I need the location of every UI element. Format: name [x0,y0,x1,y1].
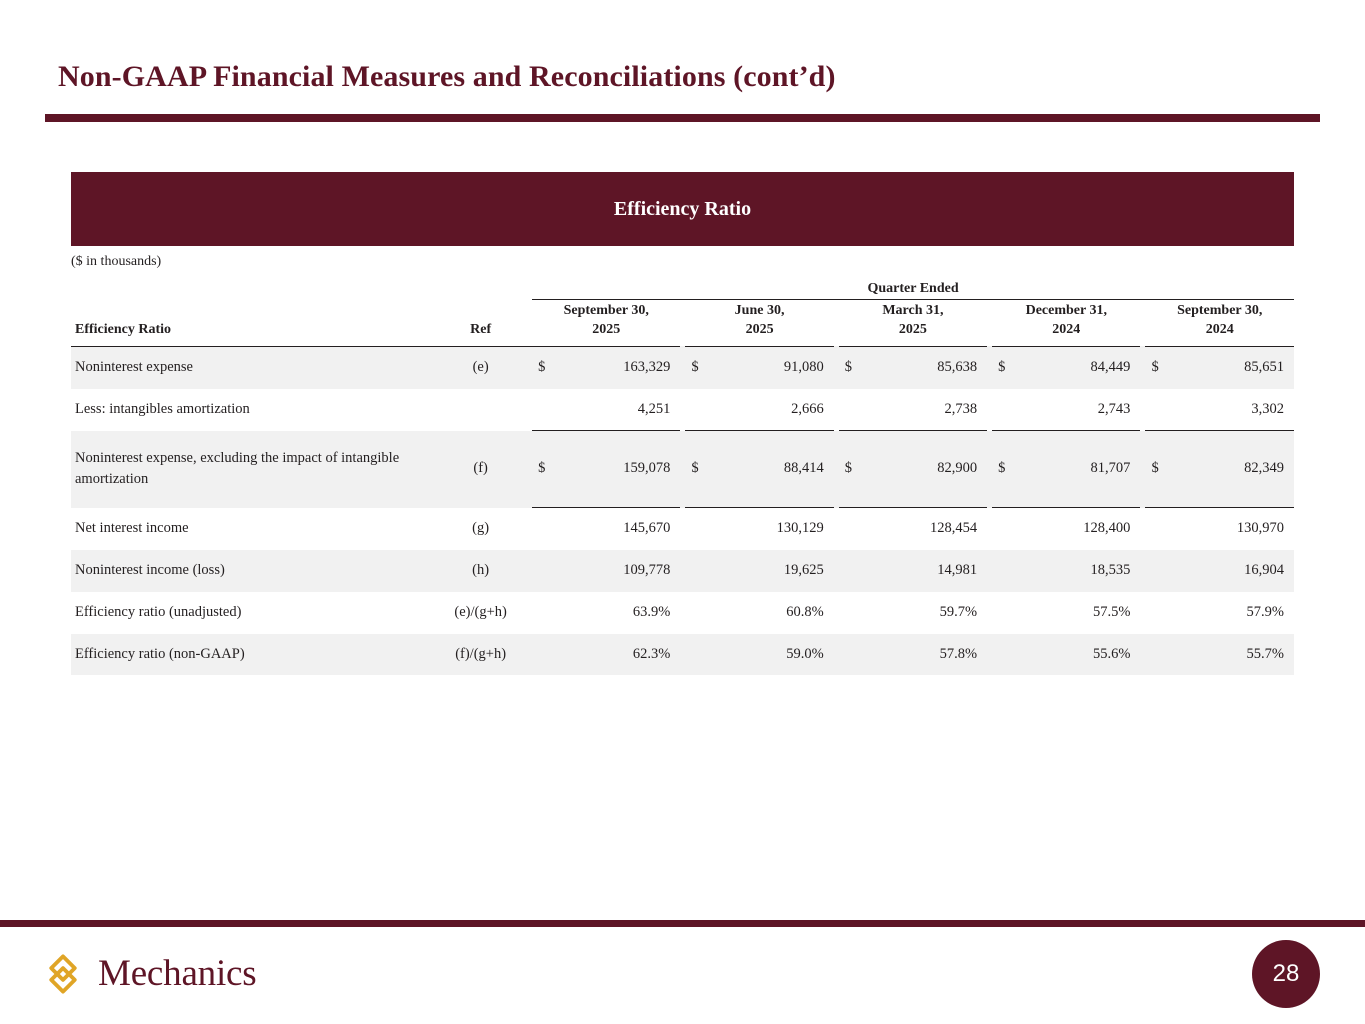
group-header-label: Quarter Ended [532,275,1294,300]
row-ref: (g) [472,520,490,537]
row-label: Noninterest expense [71,346,429,388]
cell-currency [992,634,1020,676]
row-label: Less: intangibles amortization [75,400,250,417]
cell-value: 62.3% [560,634,680,676]
cell-value: 128,400 [1083,520,1131,537]
col-header-period-3: March 31, 2025 [882,303,944,337]
cell-currency: $ [992,346,1020,388]
table-row [71,389,1294,431]
cell-value: 18,535 [1020,550,1140,592]
cell-value: 57.5% [1092,603,1131,620]
row-ref: (f)/(g+h) [429,634,532,676]
row-ref: (f) [429,431,532,508]
cell-currency [1145,550,1173,592]
col-header-ref: Ref [470,321,492,337]
cell-value: 128,454 [929,520,978,537]
cell-value: 14,981 [867,550,987,592]
row-ref: (e)/(g+h) [454,603,507,620]
cell-value: 2,666 [714,389,834,431]
table-head [71,275,1294,346]
cell-value: 16,904 [1174,550,1294,592]
cell-currency [839,508,867,550]
cell-currency [839,634,867,676]
row-ref: (e) [429,346,532,388]
table-row [71,592,1294,634]
cell-value: 3,302 [1174,389,1294,431]
cell-value: 59.0% [714,634,834,676]
row-label: Net interest income [75,520,189,537]
cell-currency [685,389,713,431]
cell-value: 85,651 [1174,346,1294,388]
cell-value: 60.8% [786,603,824,620]
cell-value: 109,778 [560,550,680,592]
col-header-period-4: December 31, 2024 [1025,303,1107,337]
page-title: Non-GAAP Financial Measures and Reconciliations (cont’d) [58,60,836,93]
brand-name: Mechanics [98,953,257,994]
brand-logo [42,952,256,995]
cell-value: 19,625 [714,550,834,592]
row-label: Efficiency ratio (non-GAAP) [71,634,429,676]
cell-currency [685,550,713,592]
cell-currency [685,592,713,634]
col-header-period-2: June 30, 2025 [734,303,785,337]
cell-currency: $ [685,431,713,508]
cell-currency: $ [1145,431,1173,508]
cell-value: 57.8% [867,634,987,676]
page-number-badge [1252,940,1320,1008]
cell-currency [1145,592,1173,634]
cell-currency: $ [532,346,560,388]
efficiency-ratio-table [71,275,1294,675]
cell-currency [685,634,713,676]
cell-value: 84,449 [1020,346,1140,388]
cell-value: 81,707 [1020,431,1140,508]
col-header-label: Efficiency Ratio [75,321,172,337]
cell-currency [532,389,560,431]
cell-currency [532,592,560,634]
cell-currency [532,550,560,592]
cell-value: 159,078 [560,431,680,508]
cell-value: 2,743 [1020,389,1140,431]
row-label: Efficiency ratio (unadjusted) [75,603,242,620]
cell-currency [1145,389,1173,431]
col-header-period-5: September 30, 2024 [1177,303,1263,337]
cell-currency [1145,508,1173,550]
cell-currency [992,592,1020,634]
efficiency-ratio-table-wrapper [71,275,1294,675]
cell-currency [685,508,713,550]
cell-value: 130,129 [776,520,824,537]
table-body [71,346,1294,675]
cell-currency: $ [1145,346,1173,388]
units-note: ($ in thousands) [71,254,162,269]
cell-value: 145,670 [623,520,671,537]
row-label: Noninterest income (loss) [71,550,429,592]
title-divider [45,114,1320,122]
section-banner [71,172,1294,246]
cell-currency [1145,634,1173,676]
cell-value: 55.7% [1174,634,1294,676]
cell-value: 57.9% [1246,603,1284,620]
cell-currency: $ [992,431,1020,508]
col-header-period-1: September 30, 2025 [563,303,649,337]
cell-value: 63.9% [632,603,671,620]
cell-currency [839,550,867,592]
table-row [71,634,1294,676]
cell-value: 55.6% [1020,634,1140,676]
cell-value: 82,349 [1174,431,1294,508]
cell-currency [532,634,560,676]
table-row [71,550,1294,592]
cell-value: 59.7% [939,603,978,620]
cell-value: 4,251 [560,389,680,431]
section-banner-label: Efficiency Ratio [613,197,752,220]
cell-currency [839,389,867,431]
table-row [71,431,1294,508]
cell-value: 82,900 [867,431,987,508]
cell-currency [839,592,867,634]
cell-value: 130,970 [1236,520,1284,537]
cell-currency: $ [532,431,560,508]
cell-currency [532,508,560,550]
column-header-row [71,300,1294,344]
cell-value: 85,638 [867,346,987,388]
cell-value: 163,329 [560,346,680,388]
footer-divider [0,920,1365,927]
row-ref: (h) [429,550,532,592]
row-ref [429,389,532,431]
mechanics-logo-icon [42,953,84,995]
table-row [71,508,1294,550]
group-header-row [71,275,1294,300]
cell-currency [992,508,1020,550]
table-row [71,346,1294,388]
cell-currency: $ [839,431,867,508]
cell-currency [992,550,1020,592]
cell-value: 2,738 [867,389,987,431]
cell-value: 91,080 [714,346,834,388]
cell-currency [992,389,1020,431]
cell-currency: $ [685,346,713,388]
cell-currency: $ [839,346,867,388]
row-label: Noninterest expense, excluding the impact of intangible amortization [71,431,429,508]
page-number: 28 [1272,960,1300,987]
cell-value: 88,414 [714,431,834,508]
